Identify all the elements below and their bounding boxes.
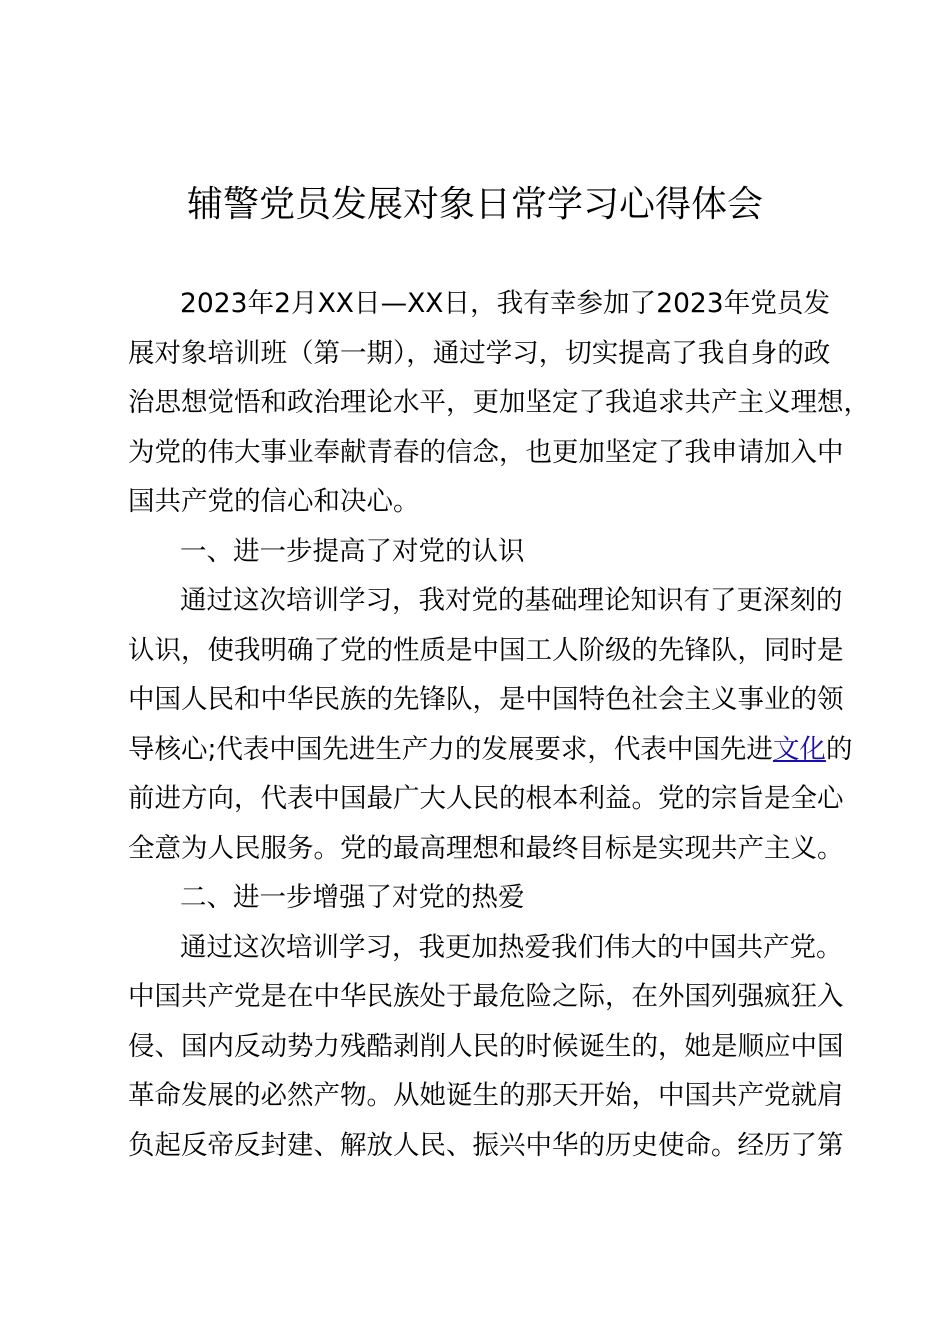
paragraph-2-line-4 — [128, 725, 853, 775]
paragraph-1-line-4: 为党的伟大事业奉献青春的信念，也更加坚定了我申请加入中 — [128, 436, 844, 468]
document-body — [128, 279, 870, 1170]
paragraph-3-line-1: 通过这次培训学习，我更加热爱我们伟大的中国共产党。 — [180, 931, 843, 963]
paragraph-1-line-3: 治思想觉悟和政治理论水平，更加坚定了我追求共产主义理想， — [128, 387, 870, 418]
document-title: 辅警党员发展对象日常学习心得体会 — [186, 184, 763, 225]
paragraph-2-line-4-suffix: 的 — [825, 733, 853, 765]
paragraph-1-line-5: 国共产党的信心和决心。 — [128, 486, 420, 517]
culture-link[interactable]: 文化 — [772, 733, 826, 765]
paragraph-1-line-1: 2023年2月XX日—XX日，我有幸参加了2023年党员发 — [180, 288, 830, 319]
paragraph-2-line-1: 通过这次培训学习，我对党的基础理论知识有了更深刻的 — [180, 585, 843, 616]
section-heading-2: 二、进一步增强了对党的热爱 — [180, 882, 525, 913]
section-heading-1: 一、进一步提高了对党的认识 — [180, 535, 525, 567]
paragraph-2-line-4-text: 导核心;代表中国先进生产力的发展要求，代表中国先进 — [128, 733, 773, 765]
paragraph-1-line-2: 展对象培训班（第一期），通过学习，切实提高了我自身的政 — [128, 337, 831, 369]
paragraph-2-line-5: 前进方向，代表中国最广大人民的根本利益。党的宗旨是全心 — [128, 783, 844, 814]
paragraph-3-line-4: 革命发展的必然产物。从她诞生的那天开始，中国共产党就肩 — [128, 1080, 844, 1111]
paragraph-2-line-2: 认识，使我明确了党的性质是中国工人阶级的先锋队，同时是 — [128, 634, 844, 666]
paragraph-3-line-2: 中国共产党是在中华民族处于最危险之际，在外国列强疯狂入 — [128, 981, 844, 1012]
paragraph-3-line-5: 负起反帝反封建、解放人民、振兴中华的历史使命。经历了第 — [128, 1129, 844, 1161]
paragraph-3-line-3: 侵、国内反动势力残酷剥削人民的时候诞生的，她是顺应中国 — [128, 1030, 844, 1062]
paragraph-2-line-3: 中国人民和中华民族的先锋队，是中国特色社会主义事业的领 — [128, 684, 844, 715]
paragraph-2-line-6: 全意为人民服务。党的最高理想和最终目标是实现共产主义。 — [128, 832, 844, 864]
